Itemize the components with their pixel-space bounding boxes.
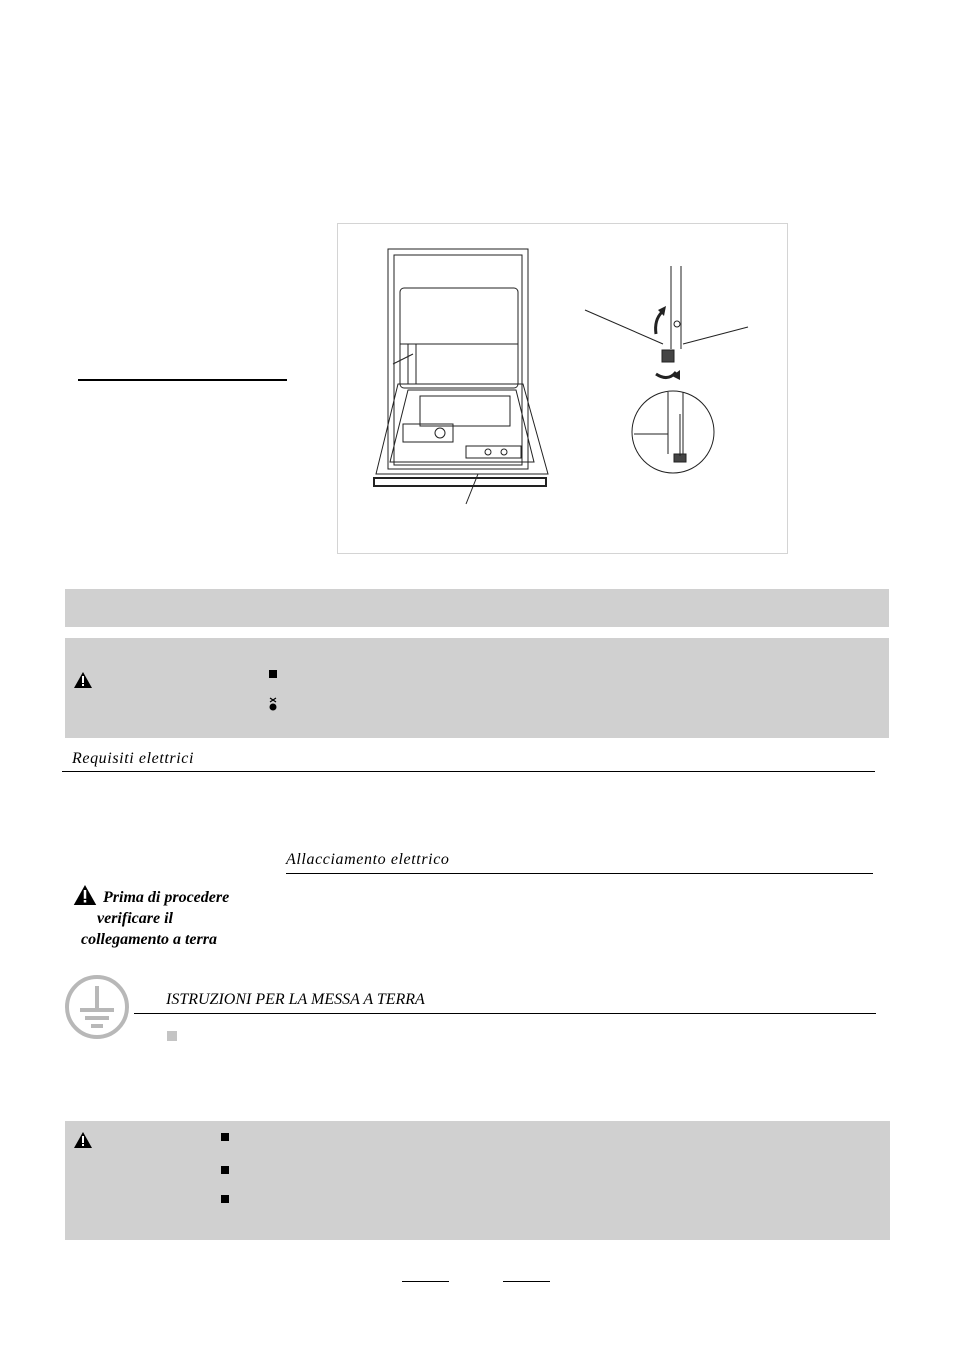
square-bullet-icon [221, 1195, 229, 1203]
footer-rule-right [503, 1281, 550, 1282]
dishwasher-cabinet [388, 249, 528, 469]
square-bullet-icon [221, 1133, 229, 1141]
warning-panel-1 [65, 638, 889, 738]
warning-triangle-icon [74, 672, 92, 688]
footer-rule-left [402, 1281, 449, 1282]
ground-warning-line1: Prima di procedere [103, 889, 230, 906]
door-plinth [374, 478, 546, 486]
messa-a-terra-rule [134, 1013, 876, 1014]
dishwasher-illustration [338, 224, 787, 553]
requisiti-rule [62, 771, 875, 772]
grey-square-bullet-icon [167, 1031, 177, 1041]
ground-symbol-icon [64, 974, 130, 1045]
warning-triangle-icon [74, 1132, 92, 1148]
ground-warning-line3: collegamento a terra [81, 931, 217, 948]
allacciamento-heading: Allacciamento elettrico [286, 851, 450, 868]
flame-bullet-icon [268, 697, 278, 716]
messa-a-terra-heading: ISTRUZIONI PER LA MESSA A TERRA [166, 991, 425, 1008]
ground-warning-line2: verificare il [97, 910, 173, 927]
installation-figure [337, 223, 788, 554]
square-bullet-icon [269, 670, 277, 678]
control-panel [466, 446, 521, 458]
grey-band-top [65, 589, 889, 627]
left-short-rule [78, 379, 287, 381]
warning-panel-2 [65, 1121, 890, 1240]
door-opening [400, 288, 518, 388]
requisiti-heading: Requisiti elettrici [72, 750, 195, 767]
zoom-detail [632, 391, 714, 473]
allacciamento-rule [286, 873, 873, 874]
warning-triangle-icon [73, 885, 97, 905]
square-bullet-icon [221, 1166, 229, 1174]
